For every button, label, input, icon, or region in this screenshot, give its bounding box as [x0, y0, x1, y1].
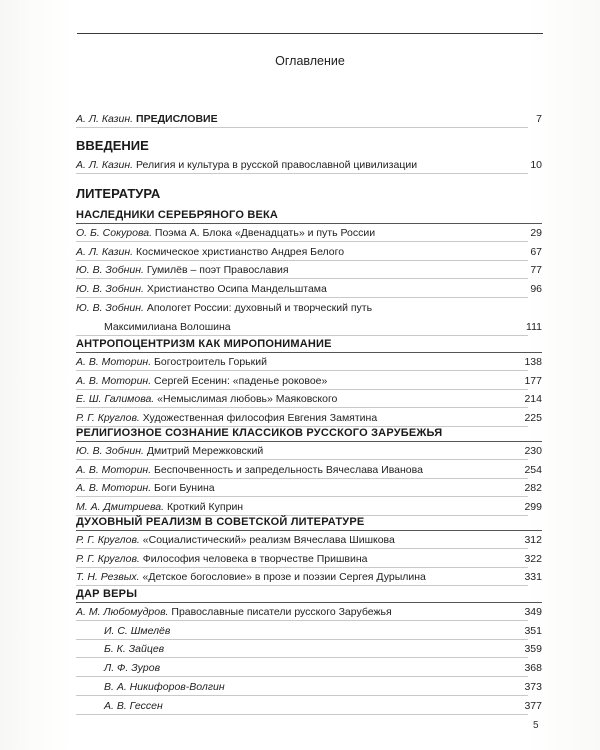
toc-entry: [76, 245, 542, 261]
entry-author: Б. К. Зайцев: [104, 643, 165, 656]
entry-title: Христианство Осипа Мандельштама: [146, 283, 327, 296]
entry-title: Кроткий Куприн: [166, 501, 244, 514]
entry-author: О. Б. Сокурова.: [76, 227, 152, 239]
entry-author: Е. Ш. Галимова.: [76, 393, 155, 406]
entry-page: 351: [524, 624, 542, 637]
toc-entry: [76, 355, 542, 371]
toc-entry: [76, 624, 542, 640]
heading-intro: ВВЕДЕНИЕ: [76, 138, 149, 153]
section-heading: НАСЛЕДНИКИ СЕРЕБРЯНОГО ВЕКА: [76, 209, 279, 221]
entry-title: Апологет России: духовный и творческий путь: [146, 301, 373, 314]
entry-title: Художественная философия Евгения Замятина: [142, 412, 378, 425]
toc-entry: [76, 680, 542, 696]
section-rule: [76, 441, 542, 442]
toc-entry: [76, 699, 542, 715]
toc-entry: [76, 320, 542, 336]
section-heading: РЕЛИГИОЗНОЕ СОЗНАНИЕ КЛАССИКОВ РУССКОГО ЗАРУБЕЖЬЯ: [76, 427, 443, 439]
entry-author: М. А. Дмитриева.: [76, 501, 165, 514]
entry-author: А. В. Моторин.: [76, 463, 152, 476]
entry-page: 111: [526, 320, 542, 333]
entry-author: А. М. Любомудров.: [76, 606, 169, 618]
entry-page: 368: [524, 662, 542, 675]
entry-title: «Немыслимая любовь» Маяковского: [157, 393, 338, 406]
entry-author: Р. Г. Круглов.: [76, 412, 140, 425]
entry-title: Беспочвенность и запредельность Вячеслава Иванова: [154, 463, 423, 476]
toc-entry: [76, 301, 528, 316]
entry-title: «Социалистический» реализм Вячеслава Шишкова: [142, 534, 395, 546]
section-heading: ДАР ВЕРЫ: [76, 588, 138, 600]
section-rule: [76, 352, 542, 353]
toc-entry: [76, 500, 542, 516]
section-rule: [76, 530, 542, 531]
entry-page: 331: [524, 571, 542, 584]
entry-title: Религия и культура в русской православной цивилизации: [136, 159, 418, 171]
entry-author: А. В. Моторин.: [76, 482, 152, 495]
section-rule: [76, 223, 542, 224]
toc-entry: [76, 444, 542, 460]
entry-title: Православные писатели русского Зарубежья: [171, 606, 392, 618]
toc-entry: [76, 411, 542, 427]
toc-entry: [76, 374, 542, 390]
entry-page: 7: [536, 113, 542, 125]
section-heading: ДУХОВНЫЙ РЕАЛИЗМ В СОВЕТСКОЙ ЛИТЕРАТУРЕ: [76, 516, 365, 528]
section-heading: АНТРОПОЦЕНТРИЗМ КАК МИРОПОНИМАНИЕ: [76, 338, 332, 350]
entry-author: А. Л. Казин.: [76, 245, 134, 258]
entry-page: 299: [524, 501, 542, 514]
page-number: 5: [533, 720, 539, 731]
page-title: Оглавление: [275, 54, 345, 68]
entry-page: 96: [530, 283, 542, 296]
entry-title: Максимилиана Волошина: [104, 320, 231, 333]
entry-page: 282: [524, 482, 542, 495]
entry-title: Поэма А. Блока «Двенадцать» и путь России: [154, 227, 376, 239]
entry-author: Ю. В. Зобнин.: [76, 301, 144, 314]
toc-entry: [76, 642, 542, 658]
entry-page: 225: [524, 412, 542, 425]
entry-title: Сергей Есенин: «паденье роковое»: [154, 374, 328, 387]
entry-author: В. А. Никифоров-Волгин: [104, 680, 225, 693]
entry-page: 377: [524, 699, 542, 712]
toc-entry: [76, 392, 542, 408]
entry-author: Ю. В. Зобнин.: [76, 283, 144, 296]
entry-page: 214: [524, 393, 542, 406]
entry-page: 77: [530, 264, 542, 277]
toc-entry: [76, 661, 542, 677]
entry-page: 67: [530, 245, 542, 258]
entry-title: Богостроитель Горький: [154, 356, 267, 368]
toc-entry: [76, 533, 542, 549]
entry-page: 373: [524, 680, 542, 693]
toc-entry: [76, 263, 542, 279]
entry-title: Философия человека в творчестве Пришвина: [142, 552, 368, 565]
entry-page: 254: [524, 463, 542, 476]
section-rule: [76, 602, 542, 603]
toc-entry-preface: [76, 112, 542, 128]
entry-page: 138: [524, 356, 542, 368]
entry-title: Дмитрий Мережковский: [146, 445, 264, 457]
entry-author: Л. Ф. Зуров: [104, 662, 161, 675]
entry-author: Р. Г. Круглов.: [76, 534, 140, 546]
entry-title: «Детское богословие» в прозе и поэзии Сергея Дурылина: [142, 571, 426, 584]
toc-entry: [76, 570, 542, 586]
entry-title: Боги Бунина: [154, 482, 215, 495]
entry-title: Гумилёв – поэт Православия: [146, 264, 289, 277]
top-rule: [77, 33, 543, 34]
entry-page: 10: [530, 159, 542, 171]
entry-page: 349: [524, 606, 542, 618]
toc-entry: [76, 605, 542, 621]
heading-literature: ЛИТЕРАТУРА: [76, 186, 161, 201]
entry-page: 177: [524, 374, 542, 387]
entry-title: ПРЕДИСЛОВИЕ: [136, 113, 218, 125]
entry-page: 312: [524, 534, 542, 546]
entry-author: Р. Г. Круглов.: [76, 552, 140, 565]
entry-page: 322: [524, 552, 542, 565]
toc-entry: [76, 282, 542, 298]
entry-page: 359: [524, 643, 542, 656]
toc-entry-intro: [76, 158, 542, 174]
entry-page: 29: [530, 227, 542, 239]
entry-title: Космическое христианство Андрея Белого: [136, 245, 345, 258]
toc-entry: [76, 481, 542, 497]
toc-entry: [76, 226, 542, 242]
entry-page: 230: [524, 445, 542, 457]
entry-author: А. В. Гессен: [104, 699, 163, 712]
toc-entry: [76, 552, 542, 568]
entry-author: А. В. Моторин.: [76, 356, 152, 368]
entry-author: Т. Н. Резвых.: [76, 571, 140, 584]
entry-author: Ю. В. Зобнин.: [76, 445, 144, 457]
entry-author: И. С. Шмелёв: [104, 624, 171, 637]
entry-author: А. Л. Казин.: [76, 113, 134, 125]
toc-entry: [76, 463, 542, 479]
entry-author: А. В. Моторин.: [76, 374, 152, 387]
entry-author: Ю. В. Зобнин.: [76, 264, 144, 277]
entry-author: А. Л. Казин.: [76, 159, 134, 171]
